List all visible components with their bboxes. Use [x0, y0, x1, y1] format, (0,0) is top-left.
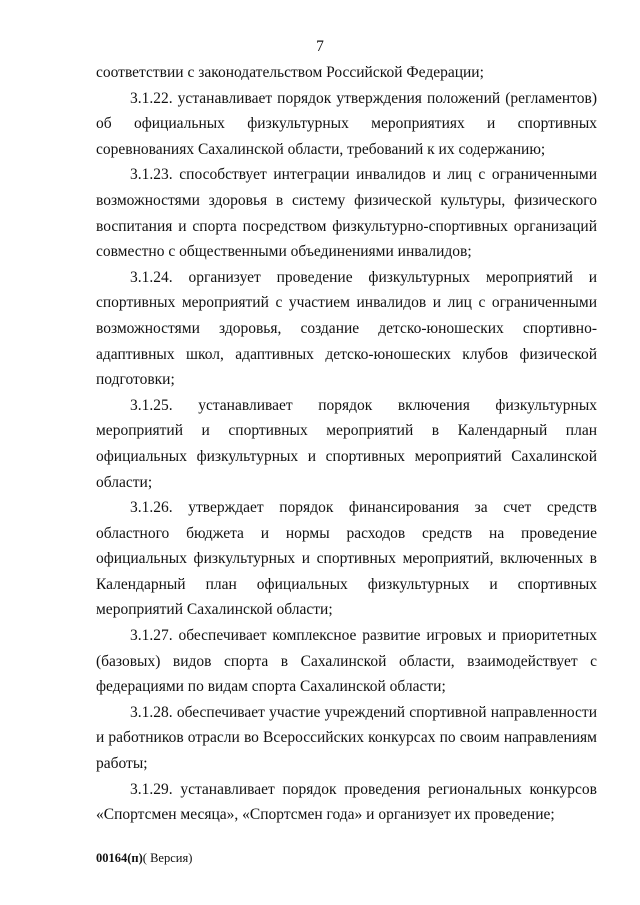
document-body	[96, 60, 597, 828]
paragraph-3-1-29: 3.1.29. устанавливает порядок проведения региональных конкурсов «Спортсмен месяца», «Спортсмен года» и организует их проведение;	[96, 780, 597, 824]
document-footer	[96, 851, 192, 866]
paragraph-3-1-26: 3.1.26. утверждает порядок финансирования за счет средств областного бюджета и нормы расходов средств на проведение официальных физкультурных и спортивных мероприятий, включенных в Календарный план официальных физкультурных и спортивных мероприятий Сахалинской области;	[96, 499, 597, 619]
paragraph-3-1-23: 3.1.23. способствует интеграции инвалидов и лиц с ограниченными возможностями здоровья в систему физической культуры, физического воспитания и спорта посредством физкультурно-спортивных организаций совместно с общественными объединениями инвалидов;	[96, 166, 597, 261]
paragraph-3-1-25: 3.1.25. устанавливает порядок включения физкультурных мероприятий и спортивных мероприятий в Календарный план официальных физкультурных и спортивных мероприятий Сахалинской области;	[96, 396, 597, 491]
paragraph-continuation: соответствии с законодательством Российской Федерации;	[96, 64, 484, 81]
paragraph-3-1-22: 3.1.22. устанавливает порядок утверждения положений (регламентов) об официальных физкультурных мероприятиях и спортивных соревнованиях Сахалинской области, требований к их содержанию;	[96, 89, 597, 158]
page-number: 7	[316, 38, 324, 55]
document-version: ( Версия)	[142, 851, 193, 865]
document-code: 00164(п)	[96, 851, 143, 865]
paragraph-3-1-27: 3.1.27. обеспечивает комплексное развитие игровых и приоритетных (базовых) видов спорта в Сахалинской области, взаимодействует с федерациями по видам спорта Сахалинской области;	[96, 627, 597, 696]
paragraph-3-1-24: 3.1.24. организует проведение физкультурных мероприятий и спортивных мероприятий с участием инвалидов и лиц с ограниченными возможностями здоровья, создание детско-юношеских спортивно-адаптивных школ, адаптивных детско-юношеских клубов физической подготовки;	[96, 268, 597, 389]
paragraph-3-1-28: 3.1.28. обеспечивает участие учреждений спортивной направленности и работников отрасли во Всероссийских конкурсах по своим направлениям работы;	[96, 703, 597, 773]
